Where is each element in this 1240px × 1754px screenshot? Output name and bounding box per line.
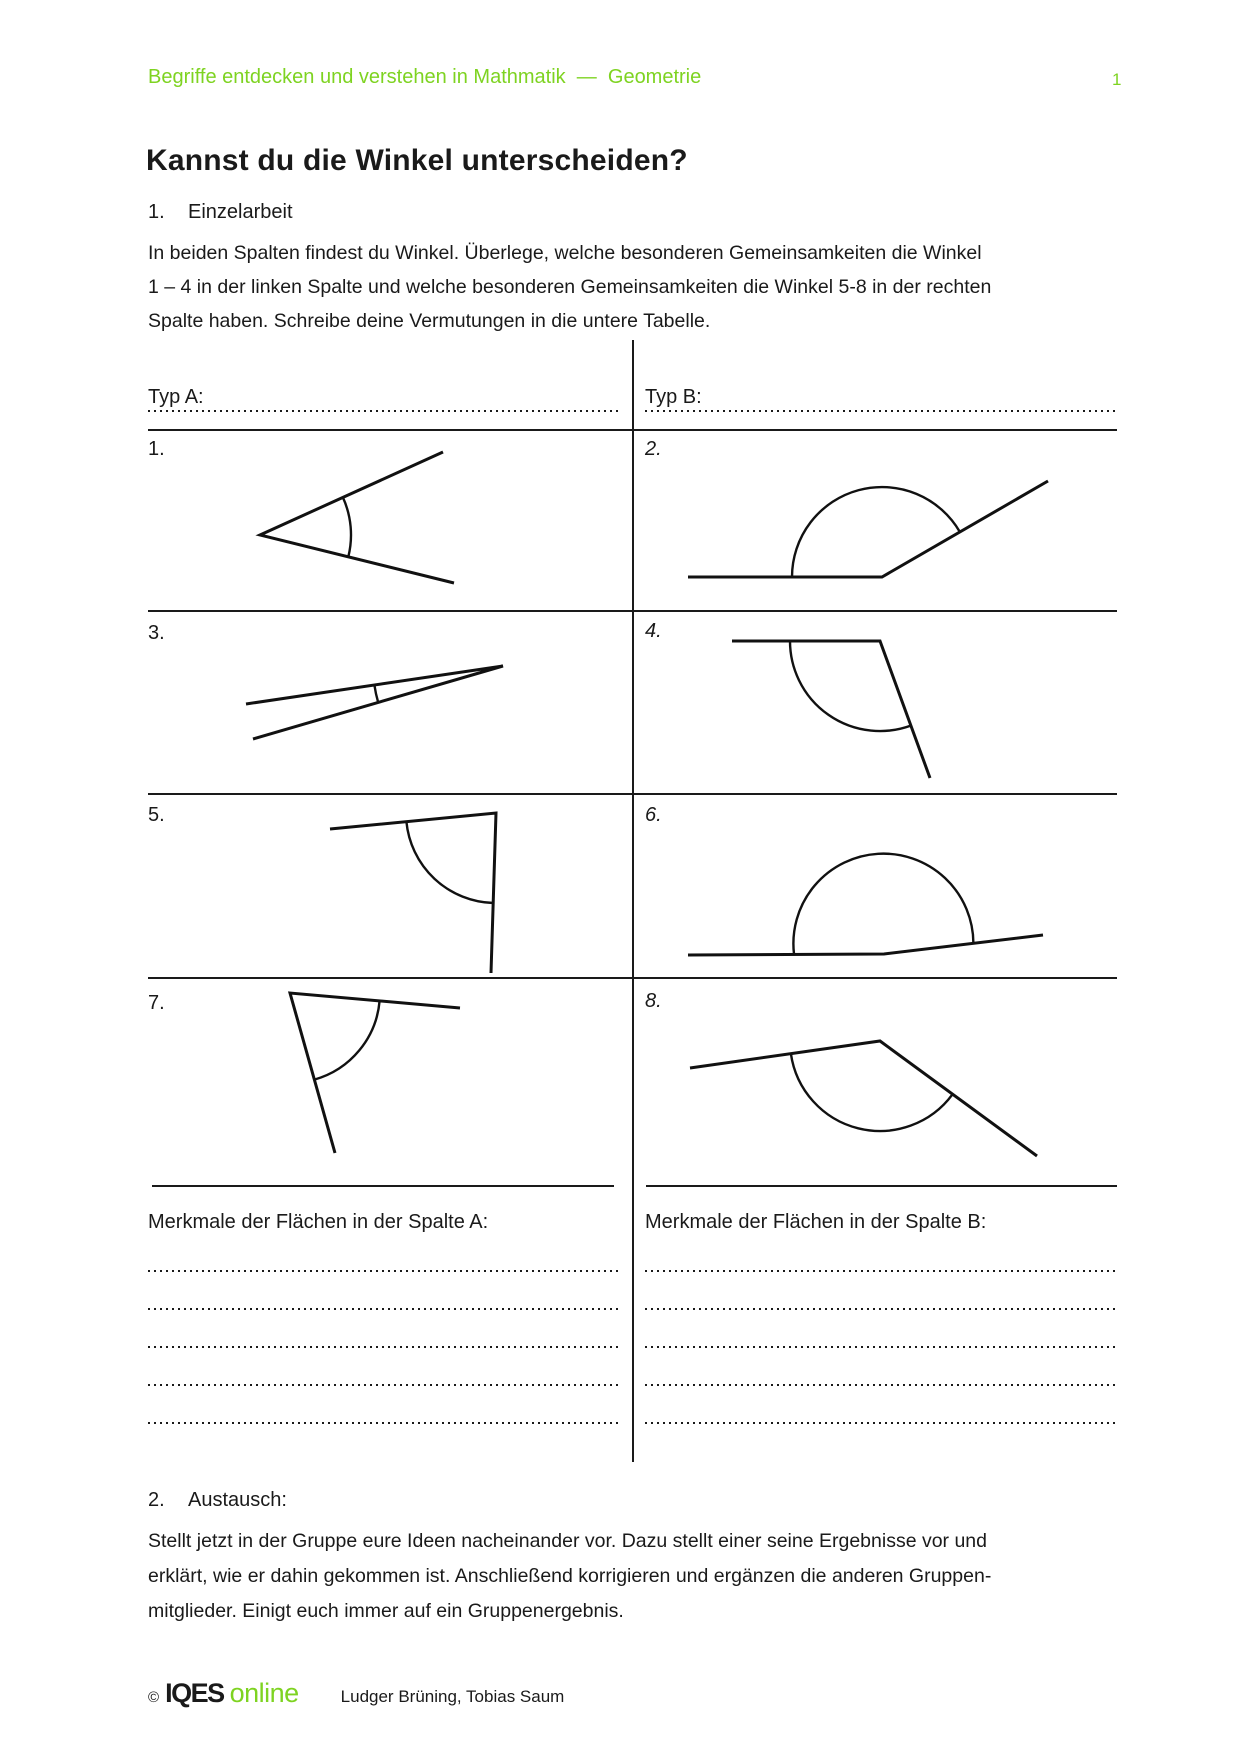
figure-7-label: 7.: [148, 992, 165, 1014]
page-title: Kannst du die Winkel unterscheiden?: [146, 144, 688, 177]
figure-1-label: 1.: [148, 438, 165, 460]
type-a-label: Typ A:: [148, 386, 204, 408]
writing-line: [148, 1422, 620, 1424]
header-course-title: Begriffe entdecken und verstehen in Mathmatik — Geometrie: [148, 66, 702, 88]
writing-line: [645, 1270, 1117, 1272]
writing-line: [645, 1308, 1117, 1310]
section2-number: 2.: [148, 1489, 165, 1511]
section1-number: 1.: [148, 201, 165, 223]
section1-line: In beiden Spalten findest du Winkel. Überlege, welche besonderen Gemeinsamkeiten die Winkel: [148, 242, 982, 264]
figure-6-label: 6.: [645, 804, 662, 826]
angle-figure-1: [260, 452, 454, 583]
angle-figure-3: [246, 666, 503, 739]
section2-line: mitglieder. Einigt euch immer auf ein Gruppenergebnis.: [148, 1600, 624, 1622]
figure-8-label: 8.: [645, 990, 662, 1012]
page-footer: [148, 1678, 564, 1709]
footer-authors: Ludger Brüning, Tobias Saum: [340, 1687, 565, 1706]
iqes-logo-online-text: online: [229, 1678, 299, 1708]
type-b-label: Typ B:: [645, 386, 702, 408]
figure-4-label: 4.: [645, 620, 662, 642]
angle-figure-7: [290, 993, 460, 1153]
angle-figure-4: [732, 641, 930, 778]
section2-line: Stellt jetzt in der Gruppe eure Ideen nacheinander vor. Dazu stellt einer seine Ergebnisse vor und: [148, 1530, 987, 1552]
angle-figure-5: [330, 813, 496, 973]
section1-line: 1 – 4 in der linken Spalte und welche besonderen Gemeinsamkeiten die Winkel 5-8 in der rechten: [148, 276, 992, 298]
writing-line: [645, 1422, 1117, 1424]
features-column-b-label: Merkmale der Flächen in der Spalte B:: [645, 1211, 987, 1233]
section2-line: erklärt, wie er dahin gekommen ist. Anschließend korrigieren und ergänzen die anderen Gruppen-: [148, 1565, 992, 1587]
page-number: 1: [1112, 70, 1122, 89]
writing-line: [645, 1346, 1117, 1348]
section1-heading: Einzelarbeit: [188, 201, 293, 223]
angle-figure-6: [688, 854, 1043, 955]
writing-line: [148, 1346, 620, 1348]
copyright-symbol: ©: [148, 1689, 160, 1706]
writing-line: [148, 1270, 620, 1272]
section1-line: Spalte haben. Schreibe deine Vermutungen in die untere Tabelle.: [148, 310, 711, 332]
iqes-logo-text: IQES: [165, 1678, 224, 1708]
writing-line: [645, 1384, 1117, 1386]
section2-paragraph: [148, 1524, 1048, 1629]
angle-figure-2: [688, 481, 1048, 577]
angle-figure-8: [690, 1041, 1037, 1156]
figure-5-label: 5.: [148, 804, 165, 826]
figure-2-label: 2.: [645, 438, 662, 460]
writing-line: [148, 1308, 620, 1310]
section2-heading: Austausch:: [188, 1489, 287, 1511]
features-column-a-label: Merkmale der Flächen in der Spalte A:: [148, 1211, 489, 1233]
writing-line: [148, 1384, 620, 1386]
figure-3-label: 3.: [148, 622, 165, 644]
